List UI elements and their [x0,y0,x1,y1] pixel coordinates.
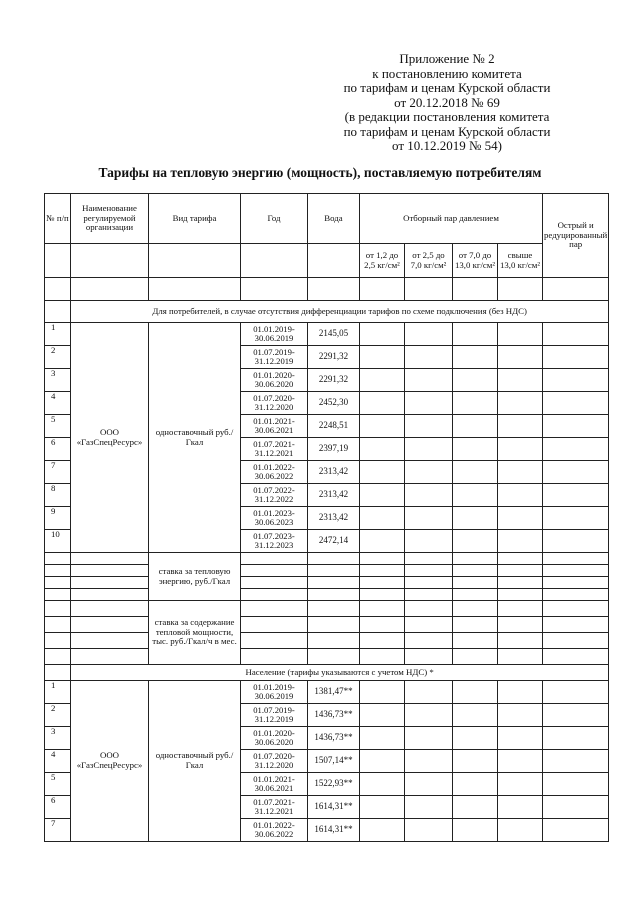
row-number: 2 [45,346,71,369]
empty-cell [453,577,498,589]
table-row [45,649,609,665]
empty-cell [405,577,453,589]
empty-cell [453,369,498,392]
empty-cell [453,681,498,704]
empty-cell [498,438,543,461]
empty-cell [498,681,543,704]
empty-cell [405,565,453,577]
empty-cell [360,461,405,484]
table-row [45,633,609,649]
empty-cell [453,507,498,530]
row-number: 2 [45,704,71,727]
empty-cell [360,438,405,461]
period-cell: 01.01.2022-30.06.2022 [241,819,308,842]
empty-cell [453,323,498,346]
steam-sub-1: от 1,2 до 2,5 кг/см² [360,244,405,278]
document-title: Тарифы на тепловую энергию (мощность), поставляемую потребителям [98,165,542,180]
empty-cell [308,649,360,665]
org-name: ООО «ГазСпецРесурс» [71,323,149,553]
empty-cell [405,819,453,842]
empty-cell [453,392,498,415]
period-cell: 01.01.2021-30.06.2021 [241,773,308,796]
header-tariff-type: Вид тарифа [149,194,241,244]
table-row [45,553,609,565]
empty-cell [45,565,71,577]
row-number: 3 [45,369,71,392]
tariff-table [44,193,609,842]
spacer-row [45,278,609,301]
empty-cell [360,589,405,601]
empty-cell [543,649,609,665]
header-org: Наименование регулируемой организации [71,194,149,244]
empty-cell [71,617,149,633]
empty-cell [405,530,453,553]
table-row [45,589,609,601]
empty-cell [71,589,149,601]
empty-cell [543,750,609,773]
empty-cell [405,773,453,796]
empty-cell [453,346,498,369]
empty-cell [308,565,360,577]
header-line: от 20.12.2018 № 69 [394,94,500,110]
empty-cell [45,633,71,649]
empty-cell [498,577,543,589]
empty-cell [360,819,405,842]
empty-cell [453,649,498,665]
steam-sub-4: свыше 13,0 кг/см² [498,244,543,278]
empty-cell [45,589,71,601]
row-number: 4 [45,750,71,773]
empty-cell [71,633,149,649]
empty-cell [360,773,405,796]
empty-cell [498,553,543,565]
header-sharp-steam: Острый и редуцированный пар [543,194,609,278]
empty-cell [360,727,405,750]
water-value: 2452,30 [308,392,360,415]
empty-cell [308,633,360,649]
table-row [45,565,609,577]
empty-cell [241,589,308,601]
empty-cell [453,461,498,484]
row-number: 7 [45,461,71,484]
row-number: 6 [45,438,71,461]
empty-cell [405,392,453,415]
empty-cell [543,484,609,507]
empty-cell [360,346,405,369]
empty-cell [45,577,71,589]
empty-cell [543,601,609,617]
empty-cell [498,796,543,819]
empty-cell [360,681,405,704]
row-number: 5 [45,415,71,438]
empty-cell [453,750,498,773]
empty-cell [543,617,609,633]
water-value: 2248,51 [308,415,360,438]
water-value: 2291,32 [308,369,360,392]
empty-cell [405,507,453,530]
empty-cell [498,649,543,665]
empty-cell [360,577,405,589]
empty-cell [453,415,498,438]
empty-cell [498,565,543,577]
water-value: 2291,32 [308,346,360,369]
empty-cell [71,577,149,589]
period-cell: 01.07.2021-31.12.2021 [241,438,308,461]
tariff-type: одноставочный руб./Гкал [149,681,241,842]
header-year: Год [241,194,308,244]
table-subheader-row [45,244,609,278]
header-line: от 10.12.2019 № 54) [392,138,502,153]
empty-cell [498,415,543,438]
empty-cell [453,589,498,601]
empty-cell [543,369,609,392]
empty-cell [360,323,405,346]
table-row [45,323,609,346]
empty-cell [453,633,498,649]
empty-cell [498,346,543,369]
empty-cell [543,461,609,484]
tariff-table-body [45,194,609,842]
empty-cell [498,633,543,649]
empty-cell [308,589,360,601]
empty-cell [543,589,609,601]
water-value: 1381,47** [308,681,360,704]
empty-cell [405,369,453,392]
empty-cell [453,819,498,842]
empty-cell [543,633,609,649]
table-row [45,617,609,633]
water-value: 1436,73** [308,727,360,750]
empty-cell [453,727,498,750]
steam-sub-2: от 2,5 до 7,0 кг/см² [405,244,453,278]
empty-cell [498,369,543,392]
empty-cell [405,461,453,484]
document-header [332,52,562,154]
header-water: Вода [308,194,360,244]
empty-cell [45,617,71,633]
water-value: 2145,05 [308,323,360,346]
period-cell: 01.01.2019-30.06.2019 [241,681,308,704]
empty-cell [498,819,543,842]
period-cell: 01.07.2022-31.12.2022 [241,484,308,507]
empty-cell [45,601,71,617]
header-line: (в редакции постановления комитета [344,109,550,124]
empty-cell [543,346,609,369]
row-number: 3 [45,727,71,750]
empty-cell [405,750,453,773]
empty-cell [360,633,405,649]
empty-cell [498,727,543,750]
section-row [45,301,609,323]
empty-cell [241,565,308,577]
empty-cell [543,530,609,553]
empty-cell [405,323,453,346]
empty-cell [360,392,405,415]
water-value: 2313,42 [308,484,360,507]
table-row [45,681,609,704]
empty-cell [498,704,543,727]
empty-cell [405,589,453,601]
period-cell: 01.01.2020-30.06.2020 [241,369,308,392]
header-steam: Отборный пар давлением [360,194,543,244]
period-cell: 01.01.2020-30.06.2020 [241,727,308,750]
period-cell: 01.07.2019-31.12.2019 [241,346,308,369]
empty-cell [405,346,453,369]
empty-cell [405,553,453,565]
empty-cell [498,323,543,346]
period-cell: 01.07.2020-31.12.2020 [241,750,308,773]
empty-cell [360,617,405,633]
empty-cell [241,617,308,633]
row-number: 1 [45,323,71,346]
period-cell: 01.07.2020-31.12.2020 [241,392,308,415]
empty-cell [498,750,543,773]
empty-cell [543,392,609,415]
header-line: Приложение № 2 [399,51,495,66]
empty-cell [453,484,498,507]
table-row [45,577,609,589]
empty-cell [543,704,609,727]
empty-cell [241,553,308,565]
empty-cell [498,484,543,507]
empty-cell [405,484,453,507]
header-line: по тарифам и ценам Курской области [343,123,551,139]
empty-cell [405,796,453,819]
empty-cell [453,773,498,796]
table-row [45,601,609,617]
empty-cell [498,773,543,796]
empty-cell [241,577,308,589]
empty-cell [543,773,609,796]
tariff-type: одноставочный руб./Гкал [149,323,241,553]
empty-cell [543,415,609,438]
empty-cell [405,415,453,438]
empty-cell [543,796,609,819]
empty-cell [45,553,71,565]
empty-cell [360,601,405,617]
empty-cell [543,565,609,577]
empty-cell [308,577,360,589]
empty-cell [498,617,543,633]
empty-cell [241,649,308,665]
empty-cell [308,553,360,565]
water-value: 2313,42 [308,461,360,484]
empty-cell [71,553,149,565]
empty-cell [308,617,360,633]
period-cell: 01.01.2022-30.06.2022 [241,461,308,484]
empty-cell [71,601,149,617]
empty-cell [498,530,543,553]
empty-cell [543,553,609,565]
empty-cell [453,704,498,727]
empty-cell [45,665,71,681]
empty-cell [405,727,453,750]
period-cell: 01.01.2023-30.06.2023 [241,507,308,530]
row-number: 7 [45,819,71,842]
empty-cell [543,681,609,704]
empty-cell [543,323,609,346]
water-value: 1522,93** [308,773,360,796]
empty-cell [543,727,609,750]
table-header-row [45,194,609,244]
empty-cell [543,819,609,842]
empty-cell [360,750,405,773]
header-line: по тарифам и ценам Курской области [343,80,551,95]
empty-cell [405,681,453,704]
empty-cell [360,507,405,530]
empty-cell [453,617,498,633]
empty-cell [543,577,609,589]
period-cell: 01.01.2021-30.06.2021 [241,415,308,438]
empty-cell [405,438,453,461]
empty-cell [453,601,498,617]
empty-cell [498,392,543,415]
period-cell: 01.01.2019-30.06.2019 [241,323,308,346]
steam-sub-3: от 7,0 до 13,0 кг/см² [453,244,498,278]
org-name: ООО «ГазСпецРесурс» [71,681,149,842]
empty-cell [498,601,543,617]
section-title-2: Население (тарифы указываются с учетом НДС) * [71,665,609,681]
empty-cell [360,704,405,727]
row-number: 5 [45,773,71,796]
empty-cell [360,565,405,577]
header-line: к постановлению комитета [372,65,522,81]
empty-cell [498,461,543,484]
empty-cell [360,553,405,565]
row-number: 4 [45,392,71,415]
empty-cell [360,649,405,665]
rate-label: ставка за содержание тепловой мощности, тыс. руб./Гкал/ч в мес. [149,601,241,665]
water-value: 1507,14** [308,750,360,773]
empty-cell [453,530,498,553]
empty-cell [405,601,453,617]
empty-cell [453,796,498,819]
empty-cell [241,601,308,617]
water-value: 2472,14 [308,530,360,553]
empty-cell [453,553,498,565]
water-value: 1614,31** [308,796,360,819]
empty-cell [241,633,308,649]
period-cell: 01.07.2021-31.12.2021 [241,796,308,819]
empty-cell [360,796,405,819]
water-value: 1436,73** [308,704,360,727]
water-value: 1614,31** [308,819,360,842]
period-cell: 01.07.2019-31.12.2019 [241,704,308,727]
rate-label: ставка за тепловую энергию, руб./Гкал [149,553,241,601]
empty-cell [453,565,498,577]
empty-cell [360,530,405,553]
section-row [45,665,609,681]
empty-cell [360,484,405,507]
empty-cell [405,649,453,665]
empty-cell [71,649,149,665]
empty-cell [405,704,453,727]
empty-cell [360,369,405,392]
empty-cell [405,633,453,649]
water-value: 2397,19 [308,438,360,461]
empty-cell [498,589,543,601]
section-title-1: Для потребителей, в случае отсутствия дифференциации тарифов по схеме подключения (без НДС) [71,301,609,323]
period-cell: 01.07.2023-31.12.2023 [241,530,308,553]
empty-cell [71,565,149,577]
empty-cell [308,601,360,617]
header-num: № п/п [45,194,71,244]
water-value: 2313,42 [308,507,360,530]
empty-cell [498,507,543,530]
empty-cell [543,438,609,461]
empty-cell [45,649,71,665]
row-number: 10 [45,530,71,553]
row-number: 8 [45,484,71,507]
row-number: 1 [45,681,71,704]
row-number: 6 [45,796,71,819]
row-number: 9 [45,507,71,530]
empty-cell [405,617,453,633]
empty-cell [360,415,405,438]
empty-cell [543,507,609,530]
empty-cell [453,438,498,461]
